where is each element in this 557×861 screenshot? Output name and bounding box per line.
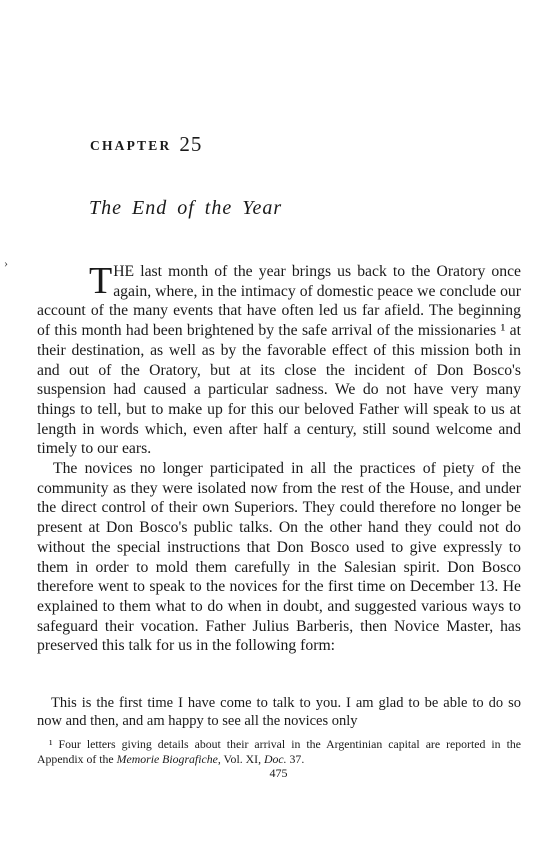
- chapter-heading: [90, 131, 202, 156]
- quotation-text: This is the first time I have come to talk to you. I am glad to be able to do so now and then, and am happy to see all the novices only: [37, 695, 521, 729]
- footnote-end: 37.: [286, 751, 305, 766]
- footnote-mid: , Vol. XI,: [217, 751, 264, 766]
- paragraph-1-text: HE last month of the year brings us back to the Oratory once again, where, in the intimacy of domestic peace we conclude our account of the many events that have often led us far afield. The beginning of this month had been brightened by the safe arrival of the missionaries ¹ at their destination, as well as by the favorable effect of this mission both in and out of the Oratory, but at its close the incident of Don Bosco's suspension had caused a particular sadness. We do not have very many things to tell, but to make up for this our beloved Father will speak to us at length in words which, even after half a century, still sound welcome and timely to our ears.: [37, 263, 521, 458]
- chapter-label: CHAPTER: [90, 138, 172, 153]
- page-number: 475: [269, 766, 288, 780]
- quotation-block: [37, 694, 521, 730]
- footnote-doc: Doc.: [263, 751, 287, 766]
- footnote-lead: ¹ Four letters giving details about their arrival in the Argentinian capital are reported in the Appendix of the: [37, 737, 521, 766]
- footnote-text: [37, 737, 521, 766]
- chapter-number: 25: [179, 132, 203, 156]
- footnote: [37, 737, 521, 766]
- body-text: [37, 262, 521, 656]
- paragraph-1: [37, 262, 521, 459]
- drop-cap: T: [89, 260, 113, 302]
- chapter-title: The End of the Year: [89, 197, 283, 219]
- footnote-book-title: Memorie Biografiche: [116, 751, 218, 766]
- paragraph-2: The novices no longer participated in all the practices of piety of the community as they were isolated now from the rest of the House, and under the direct control of their own Superiors. They could therefore no longer be present at Don Bosco's public talks. On the other hand they could not do without the special instructions that Don Bosco used to give expressly to them in order to mold them carefully in the Salesian spirit. Don Bosco therefore went to speak to the novices for the first time on December 13. He explained to them what to do when in doubt, and suggested various ways to safeguard their vocation. Father Julius Barberis, then Novice Master, has preserved this talk for us in the following form:: [37, 460, 521, 655]
- stray-mark: ›: [4, 256, 8, 270]
